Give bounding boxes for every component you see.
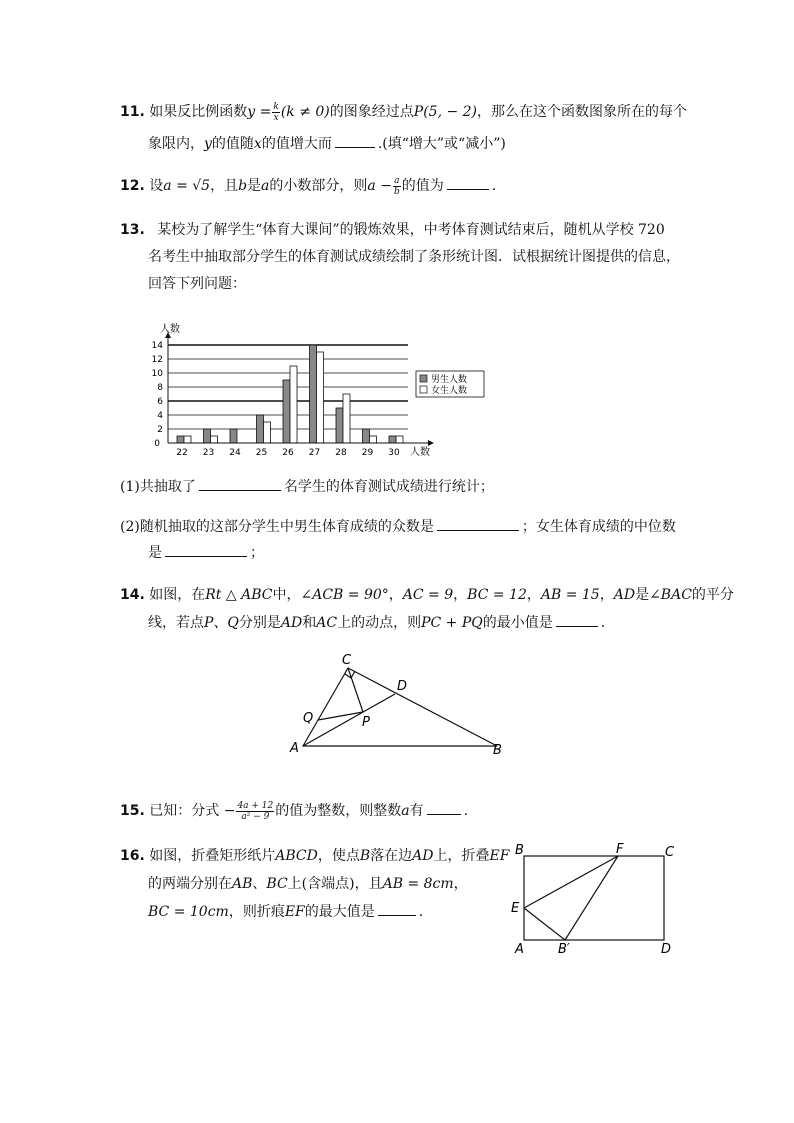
y-tick-label: 14 bbox=[151, 341, 163, 351]
label-p: P bbox=[362, 715, 370, 730]
label-e: E bbox=[511, 901, 520, 916]
q13-line1: 13. 某校为了解学生“体育大课间”的锻炼效果，中考体育测试结束后，随机从学校 720 bbox=[120, 222, 665, 238]
legend-swatch-male bbox=[420, 375, 427, 382]
x-tick-label: 25 bbox=[255, 448, 268, 458]
y-tick-label: 12 bbox=[151, 355, 163, 365]
legend-label-male: 男生人数 bbox=[431, 375, 468, 385]
q13-part1: (1)共抽取了 名学生的体育测试成绩进行统计； bbox=[120, 476, 494, 496]
x-tick-label: 24 bbox=[229, 448, 241, 458]
q14-line1: 14. 如图，在Rt △ ABC中，∠ACB = 90°，AC = 9，BC = 12，AB = 15，AD是∠BAC的平分 bbox=[120, 587, 734, 603]
fold-triangle bbox=[524, 856, 618, 940]
x-tick-label: 27 bbox=[308, 448, 321, 458]
x-axis-arrow bbox=[428, 440, 434, 446]
q11-line2: 象限内，y的值随x的值增大而 .(填“增大”或“减小”) bbox=[148, 133, 506, 153]
answer-blank[interactable] bbox=[378, 901, 416, 916]
y-tick-label: 6 bbox=[157, 397, 163, 407]
x-tick-label: 23 bbox=[202, 448, 215, 458]
bar-male bbox=[257, 415, 264, 443]
q14-line2: 线，若点P、Q分别是AD和AC上的动点，则PC + PQ的最小值是 . bbox=[148, 612, 605, 632]
q14-number: 14. bbox=[120, 587, 145, 603]
bar-male bbox=[177, 436, 184, 443]
q16-line1: 16. 如图，折叠矩形纸片ABCD，使点B落在边AD上，折叠EF bbox=[120, 848, 510, 864]
x-axis-title: 人数 bbox=[410, 447, 430, 458]
q15-line: 15. 已知：分式 − $\frac{4a + 12}{\text{a² − 9}}$ 的值为整数，则整数a有 . bbox=[120, 800, 469, 822]
bar-male bbox=[283, 380, 290, 443]
bar-male bbox=[204, 429, 211, 443]
origin-label: 0 bbox=[154, 439, 160, 449]
y-tick-label: 8 bbox=[157, 383, 163, 393]
q13-number: 13. bbox=[120, 222, 145, 238]
label-a: A bbox=[515, 942, 524, 957]
answer-blank[interactable] bbox=[165, 542, 247, 557]
label-c: C bbox=[665, 845, 675, 860]
bar-female bbox=[211, 436, 218, 443]
legend-swatch-female bbox=[420, 386, 427, 393]
label-b-prime: B′ bbox=[558, 942, 570, 957]
x-tick-label: 29 bbox=[361, 448, 374, 458]
label-q: Q bbox=[303, 711, 314, 726]
answer-blank[interactable] bbox=[335, 133, 375, 148]
bar-male bbox=[336, 408, 343, 443]
q11-line1: 11. 如果反比例函数y = $\frac{k}{x}$ (k ≠ 0)的图象经过点P(5, − 2)，那么在这个函数图象所在的每个 bbox=[120, 101, 688, 123]
label-f: F bbox=[616, 842, 624, 857]
x-tick-label: 30 bbox=[388, 448, 400, 458]
label-b: B bbox=[493, 743, 502, 758]
q15-number: 15. bbox=[120, 803, 145, 819]
label-d: D bbox=[397, 679, 408, 694]
q11-number: 11. bbox=[120, 104, 145, 120]
y-tick-label: 4 bbox=[157, 411, 163, 421]
x-tick-label: 26 bbox=[282, 448, 294, 458]
label-c: C bbox=[342, 653, 352, 668]
bar-male bbox=[310, 345, 317, 443]
bar-female bbox=[317, 352, 324, 443]
answer-blank[interactable] bbox=[427, 800, 461, 815]
bar-female bbox=[290, 366, 297, 443]
legend-label-female: 女生人数 bbox=[431, 386, 468, 396]
q13-line2: 名考生中抽取部分学生的体育测试成绩绘制了条形统计图．试根据统计图提供的信息， bbox=[148, 249, 680, 265]
bar-female bbox=[370, 436, 377, 443]
answer-blank[interactable] bbox=[437, 516, 519, 531]
rectangle-figure bbox=[508, 840, 688, 960]
q16-number: 16. bbox=[120, 848, 145, 864]
x-tick-label: 28 bbox=[335, 448, 347, 458]
bar-male bbox=[230, 429, 237, 443]
q13-line3: 回答下列问题： bbox=[148, 276, 246, 292]
bar-chart bbox=[138, 305, 508, 465]
y-tick-label: 10 bbox=[151, 369, 163, 379]
bar-male bbox=[363, 429, 370, 443]
x-tick-label: 22 bbox=[176, 448, 188, 458]
bar-male bbox=[389, 436, 396, 443]
label-b: B bbox=[515, 843, 524, 858]
label-a: A bbox=[290, 741, 299, 756]
q12-number: 12. bbox=[120, 178, 145, 194]
segment-ad bbox=[303, 694, 395, 746]
answer-blank[interactable] bbox=[447, 175, 489, 190]
bar-female bbox=[264, 422, 271, 443]
y-tick-label: 2 bbox=[157, 425, 163, 435]
bar-female bbox=[343, 394, 350, 443]
bar-female bbox=[396, 436, 403, 443]
q12-line: 12. 设a = √5，且b是a的小数部分，则a − $\frac{a}{b}$ 的值为 . bbox=[120, 175, 497, 197]
triangle-figure bbox=[285, 648, 525, 763]
answer-blank[interactable] bbox=[556, 612, 598, 627]
y-axis-title: 人数 bbox=[160, 324, 180, 335]
q16-line3: BC = 10cm，则折痕EF的最大值是 . bbox=[148, 901, 423, 921]
label-d: D bbox=[661, 942, 672, 957]
q16-line2: 的两端分别在AB、BC上(含端点)，且AB = 8cm， bbox=[148, 876, 468, 892]
q13-part2: (2)随机抽取的这部分学生中男生体育成绩的众数是 ；女生体育成绩的中位数 bbox=[120, 516, 676, 536]
bar-female bbox=[184, 436, 191, 443]
q13-part2-line2: 是 ； bbox=[148, 542, 264, 562]
answer-blank[interactable] bbox=[199, 476, 281, 491]
